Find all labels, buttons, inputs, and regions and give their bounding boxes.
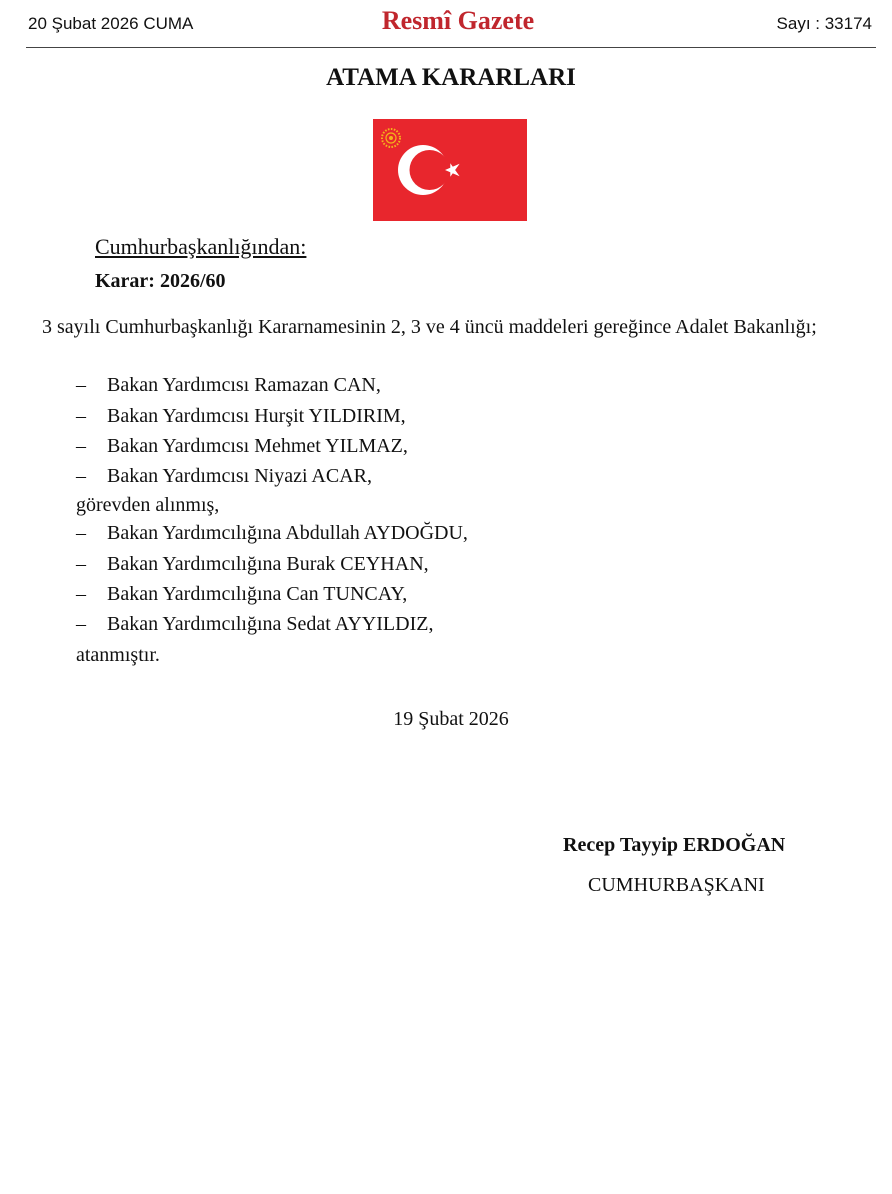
appointed-item: Bakan Yardımcılığına Abdullah AYDOĞDU, [107,522,468,544]
list-dash: – [76,613,86,635]
appointed-item: Bakan Yardımcılığına Sedat AYYILDIZ, [107,613,434,635]
list-dash: – [76,553,86,575]
removed-item: Bakan Yardımcısı Niyazi ACAR, [107,465,372,487]
header-divider [26,47,876,48]
issue-number: Sayı : 33174 [776,14,872,33]
appointed-item: Bakan Yardımcılığına Burak CEYHAN, [107,553,429,575]
gazette-title: Resmî Gazete [381,6,535,35]
removed-item: Bakan Yardımcısı Hurşit YILDIRIM, [107,405,406,427]
removed-phrase: görevden alınmış, [76,494,220,516]
signatory-name: Recep Tayyip ERDOĞAN [563,834,786,856]
decision-intro: 3 sayılı Cumhurbaşkanlığı Kararnamesinin 2, 3 ve 4 üncü maddeleri gereğince Adalet Bakanlığı; [42,316,817,338]
appointed-item: Bakan Yardımcılığına Can TUNCAY, [107,583,408,605]
list-dash: – [76,435,86,457]
list-dash: – [76,374,86,396]
gazette-date: 20 Şubat 2026 CUMA [28,14,194,33]
decision-date: 19 Şubat 2026 [393,708,509,730]
removed-item: Bakan Yardımcısı Ramazan CAN, [107,374,381,396]
signatory-title: CUMHURBAŞKANI [588,874,765,896]
list-dash: – [76,405,86,427]
list-dash: – [76,522,86,544]
document-title: ATAMA KARARLARI [326,64,576,91]
appointed-phrase: atanmıştır. [76,644,160,666]
decision-number: Karar: 2026/60 [95,270,226,292]
list-dash: – [76,583,86,605]
removed-item: Bakan Yardımcısı Mehmet YILMAZ, [107,435,408,457]
turkish-flag-icon [373,119,527,221]
list-dash: – [76,465,86,487]
issuer-heading: Cumhurbaşkanlığından: [95,234,307,259]
